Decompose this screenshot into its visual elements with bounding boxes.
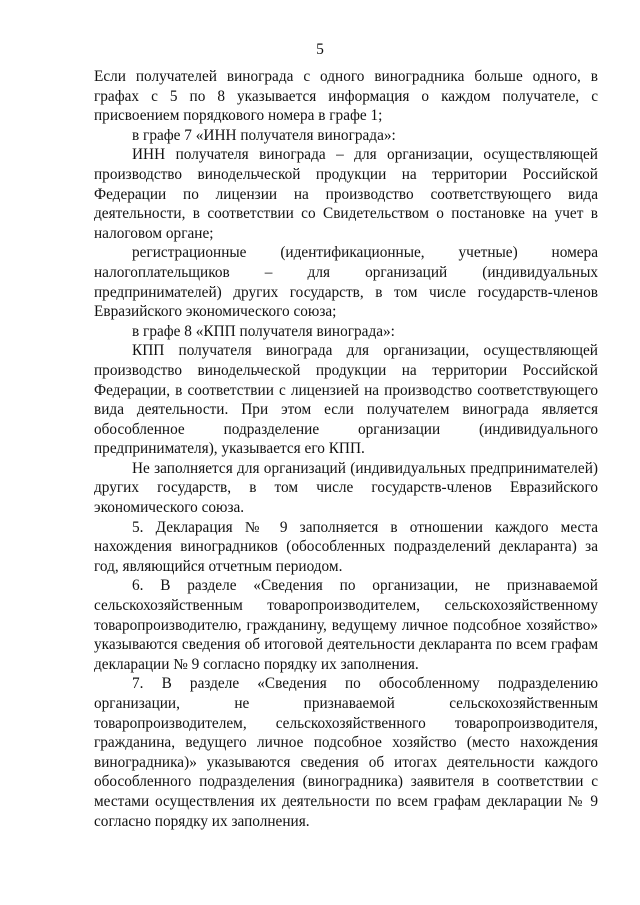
- paragraph-column-7-heading: в графе 7 «ИНН получателя винограда»:: [132, 126, 396, 144]
- paragraph-kpp-organization: КПП получателя винограда для организации, осуществляющей производство винодельческой продукции на территории Российской Федерации, в соответствии с лицензией на производство соответствующего вида деятельности. При этом если получателем винограда является обособленное подразделение организации (индивидуального предпринимателя), указывается его КПП.: [94, 342, 598, 458]
- paragraph-item-5: 5. Декларация № 9 заполняется в отношении каждого места нахождения виноградников (обособленных подразделений декларанта) за год, являющийся отчетным периодом.: [94, 518, 598, 575]
- paragraph-registration-numbers: регистрационные (идентификационные, учетные) номера налогоплательщиков – для организаций (индивидуальных предпринимателей) других государств, в том числе государств-членов Евразийского экономического союза;: [94, 244, 598, 321]
- paragraph-item-6: 6. В разделе «Сведения по организации, не признаваемой сельскохозяйственным товаропроизводителем, сельскохозяйственному товаропроизводителю, гражданину, ведущему личное подсобное хозяйство» указываются сведения об итоговой деятельности декларанта по всем графам декларации № 9 согласно порядку их заполнения.: [94, 577, 598, 673]
- paragraph-column-8-heading: в графе 8 «КПП получателя винограда»:: [132, 322, 395, 340]
- paragraph-inn-organization: ИНН получателя винограда – для организации, осуществляющей производство винодельческой продукции на территории Российской Федерации по лицензии на производство соответствующего вида деятельности, в соответствии со Свидетельством о постановке на учет в налоговом органе;: [94, 146, 598, 242]
- page-number: 5: [316, 41, 324, 58]
- paragraph-not-filled: Не заполняется для организаций (индивидуальных предпринимателей) других государств, в том числе государств-членов Евразийского экономического союза.: [94, 459, 598, 517]
- paragraph-item-7: 7. В разделе «Сведения по обособленному подразделению организации, не признаваемой сельскохозяйственным товаропроизводителем, сельскохозяйственного товаропроизводителя, гражданина, ведущего личное подсобное хозяйство (место нахождения виноградника)» указываются сведения об итогах деятельности каждого обособленного подразделения (виноградника) заявителя в соответствии с местами осуществления их деятельности по всем графам декларации № 9 согласно порядку их заполнения.: [94, 675, 598, 830]
- document-body: [94, 67, 598, 831]
- paragraph-recipients-multiple: Если получателей винограда с одного виноградника больше одного, в графах с 5 по 8 указывается информация о каждом получателе, с присвоением порядкового номера в графе 1;: [94, 68, 598, 125]
